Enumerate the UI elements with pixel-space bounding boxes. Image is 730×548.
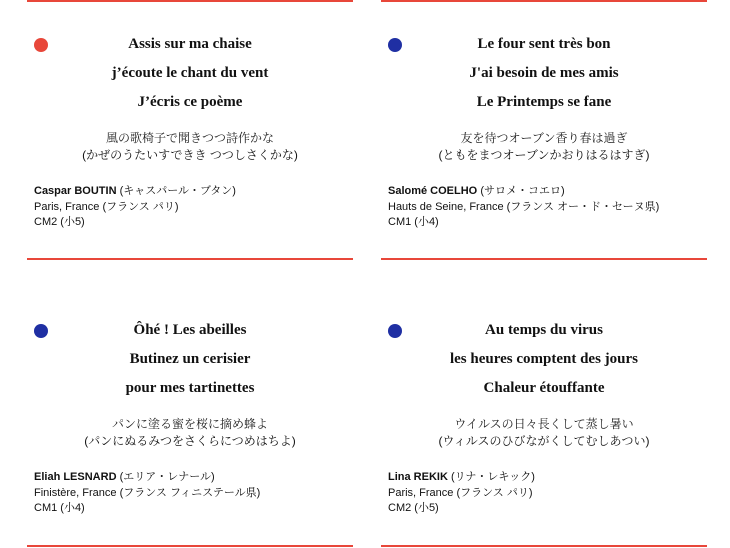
poem-line: Au temps du virus [485, 322, 603, 338]
divider-middle-left [27, 258, 353, 260]
author-name-latin: Caspar BOUTIN [34, 185, 117, 197]
author-name-japanese: (エリア・レナール) [119, 471, 215, 483]
japanese-translation: 風の歌椅子で聞きつつ詩作かな [105, 131, 274, 145]
author-name-latin: Salomé COELHO [388, 185, 478, 197]
japanese-reading: (かぜのうたいすできき つつしさくかな) [82, 148, 298, 162]
poem-line: pour mes tartinettes [125, 380, 255, 396]
author-grade: CM1 (小4) [388, 216, 439, 228]
author-grade: CM1 (小4) [34, 502, 85, 514]
author-name [34, 470, 215, 485]
japanese-translation: パンに塗る蜜を桜に摘め蜂よ [111, 417, 268, 431]
poem-line: Butinez un cerisier [129, 351, 251, 367]
author-name [388, 184, 565, 199]
divider-bottom-right [381, 545, 707, 547]
author-grade: CM2 (小5) [388, 502, 439, 514]
poem-line: Chaleur étouffante [483, 380, 605, 396]
author-name-japanese: (サロメ・コエロ) [480, 185, 565, 197]
author-location: Paris, France (フランス パリ) [388, 487, 533, 499]
japanese-reading: (ウィルスのひびながくしてむしあつい) [438, 434, 650, 448]
divider-top-left [27, 0, 353, 2]
poem-line: J'ai besoin de mes amis [469, 65, 619, 81]
author-location: Hauts de Seine, France (フランス オー・ド・セーヌ県) [388, 201, 660, 213]
japanese-translation: 友を待つオーブン香り春は過ぎ [460, 131, 628, 145]
author-name [34, 184, 236, 199]
poem-line: les heures comptent des jours [449, 351, 639, 367]
divider-bottom-left [27, 545, 353, 547]
poem-line: J’écris ce poème [137, 94, 243, 110]
author-name [388, 470, 535, 485]
author-name-latin: Eliah LESNARD [34, 471, 117, 483]
author-name-japanese: (キャスパール・ブタン) [119, 185, 236, 197]
japanese-reading: (ともをまつオーブンかおりはるはすぎ) [438, 148, 650, 162]
poem-line: Assis sur ma chaise [128, 36, 252, 52]
japanese-translation: ウイルスの日々長くして蒸し暑い [454, 417, 634, 431]
author-name-latin: Lina REKIK [388, 471, 448, 483]
divider-top-right [381, 0, 707, 2]
author-name-japanese: (リナ・レキック) [450, 471, 535, 483]
poem-line: Le Printemps se fane [476, 94, 612, 110]
poem-line: j’écoute le chant du vent [111, 65, 269, 81]
poem-line: Ôhé ! Les abeilles [133, 322, 247, 338]
author-grade: CM2 (小5) [34, 216, 85, 228]
author-location: Finistère, France (フランス フィニステール県) [34, 487, 261, 499]
author-location: Paris, France (フランス パリ) [34, 201, 179, 213]
japanese-reading: (パンにぬるみつをさくらにつめはちよ) [84, 434, 296, 448]
divider-middle-right [381, 258, 707, 260]
poem-line: Le four sent très bon [477, 36, 611, 52]
